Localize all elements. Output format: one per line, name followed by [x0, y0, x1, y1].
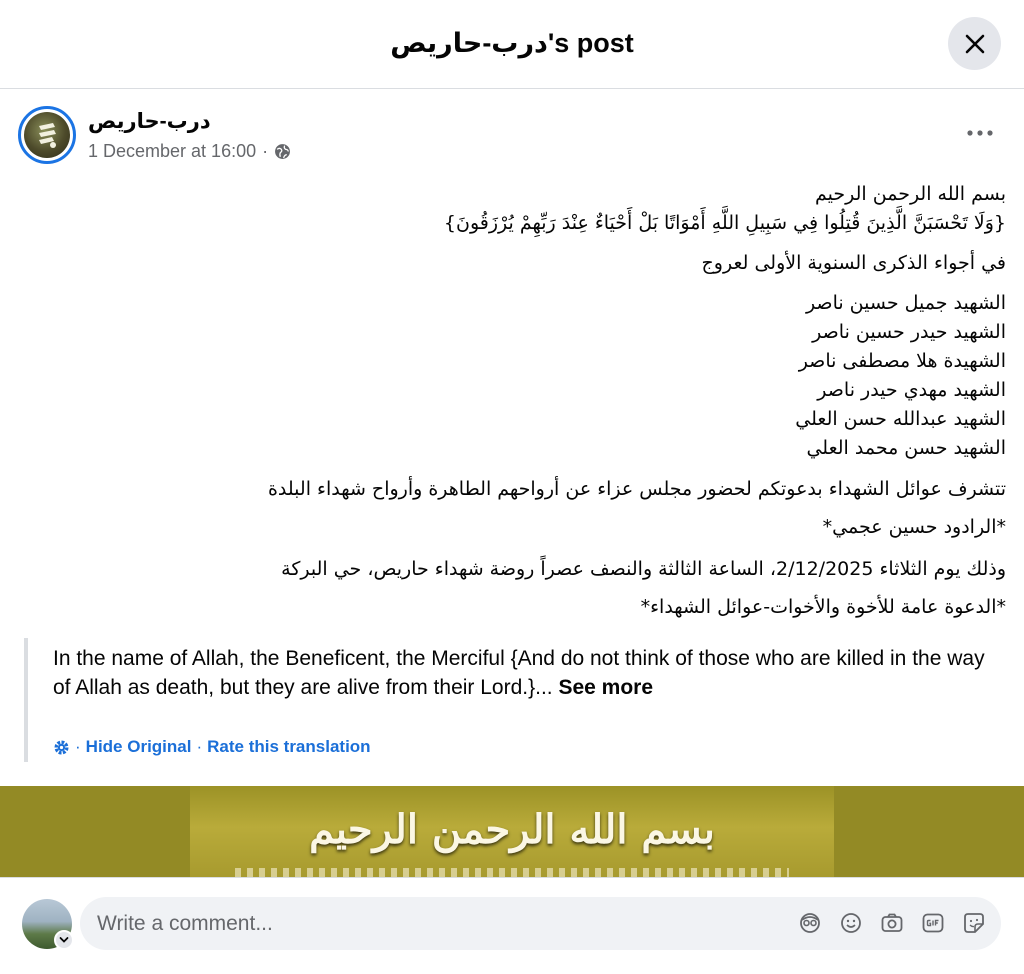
globe-icon	[274, 143, 291, 160]
camera-button[interactable]	[879, 909, 905, 937]
page-logo	[24, 112, 70, 158]
martyrs-list	[795, 289, 1006, 463]
post-meta	[88, 141, 291, 162]
gear-icon[interactable]	[53, 739, 70, 756]
list-item: الشهيد حسن محمد العلي	[806, 437, 1006, 459]
close-button[interactable]	[948, 17, 1001, 70]
invitation-text: تتشرف عوائل الشهداء بدعوتكم لحضور مجلس عزاء عن أرواحهم الطاهرة وأرواح شهداء البلدة	[267, 478, 1006, 500]
author-name[interactable]: درب-حاريص	[88, 110, 211, 133]
translation-actions	[53, 737, 371, 757]
comment-input[interactable]	[97, 912, 777, 936]
list-item: الشهيد عبدالله حسن العلي	[795, 408, 1006, 430]
list-item: الشهيدة هلا مصطفى ناصر	[798, 350, 1006, 372]
post-intro: في أجواء الذكرى السنوية الأولى لعروج	[701, 252, 1006, 274]
action-separator: ·	[75, 737, 81, 756]
see-more-link[interactable]: See more	[558, 676, 654, 699]
action-separator: ·	[196, 737, 203, 756]
translation-text	[53, 638, 1004, 702]
image-verse-strip	[235, 868, 789, 878]
post-timestamp[interactable]: 1 December at 16:00	[88, 141, 257, 161]
avatar-switch-button[interactable]	[54, 930, 74, 950]
more-options-button[interactable]	[958, 116, 1002, 150]
meta-separator: ·	[262, 141, 269, 161]
dialog-header	[0, 0, 1024, 89]
sticker-icon	[962, 911, 986, 935]
reciter-text: *الرادود حسين عجمي*	[822, 516, 1006, 538]
dialog-title: درب-حاريص's post	[390, 28, 634, 58]
emoji-icon	[839, 911, 863, 935]
hide-original-link[interactable]: Hide Original	[85, 737, 192, 756]
rate-translation-link[interactable]: Rate this translation	[207, 737, 371, 756]
post-image[interactable]	[0, 786, 1024, 878]
translation-body: In the name of Allah, the Beneficent, the Merciful {And do not think of those who are killed in the way of Allah as death, but they are alive from their Lord.}...	[53, 647, 985, 699]
gif-icon	[921, 911, 945, 935]
list-item: الشهيد جميل حسين ناصر	[805, 292, 1006, 314]
general-invitation-text: *الدعوة عامة للأخوة والأخوات-عوائل الشهداء*	[640, 596, 1006, 618]
page-avatar[interactable]	[18, 106, 76, 164]
image-caption: بسم الله الرحمن الرحيم	[309, 806, 715, 853]
event-details-text: وذلك يوم الثلاثاء 2/12/2025، الساعة الثالثة والنصف عصراً روضة شهداء حاريص، حي البركة	[281, 558, 1006, 580]
post-opening	[444, 180, 1006, 238]
logo-emblem-icon	[33, 120, 61, 150]
verse-line: {وَلَا تَحْسَبَنَّ الَّذِينَ قُتِلُوا فِي سَبِيلِ اللَّهِ أَمْوَاتًا بَلْ أَحْيَاءٌ عِنْدَ رَبِّهِمْ يُرْزَقُونَ}	[443, 212, 1006, 234]
list-item: الشهيد حيدر حسين ناصر	[812, 321, 1006, 343]
avatar-sticker-button[interactable]	[797, 909, 823, 937]
emoji-button[interactable]	[838, 909, 864, 937]
more-options-icon	[967, 130, 993, 136]
translation-block	[24, 638, 1004, 762]
list-item: الشهيد مهدي حيدر ناصر	[817, 379, 1006, 401]
basmala-line: بسم الله الرحمن الرحيم	[815, 183, 1006, 205]
image-card	[190, 786, 834, 878]
chevron-down-icon	[59, 936, 69, 944]
avatar-sticker-icon	[798, 911, 822, 935]
gif-button[interactable]	[920, 909, 946, 937]
composer-tools	[797, 909, 987, 937]
comment-composer	[0, 878, 1024, 974]
sticker-button[interactable]	[961, 909, 987, 937]
close-icon	[963, 32, 987, 56]
camera-icon	[880, 911, 904, 935]
comment-input-wrapper	[80, 897, 1001, 950]
